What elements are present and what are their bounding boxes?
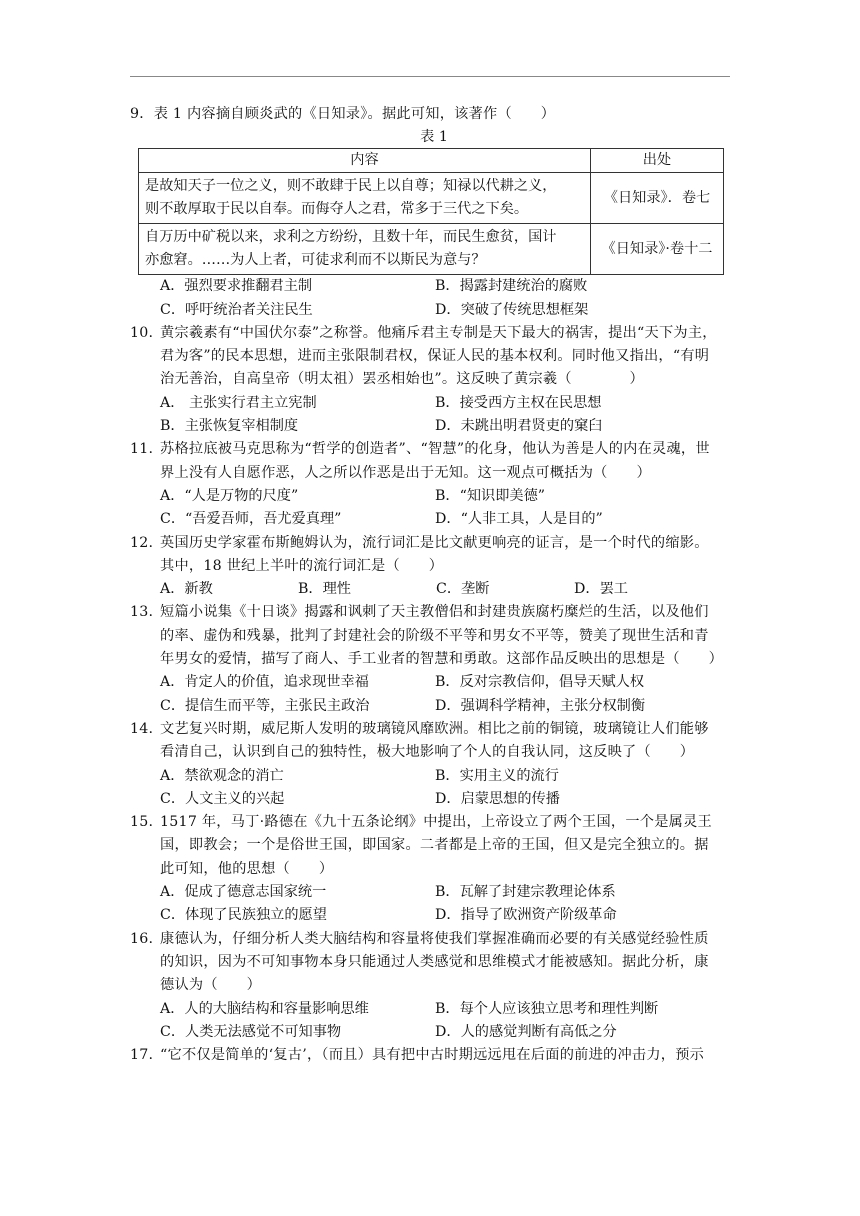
- question-text: 治无善治，自高皇帝（明太祖）罢丞相始也”。这反映了黄宗羲（ ）: [160, 371, 644, 388]
- table-cell-source: 《日知录》．卷七: [591, 173, 724, 224]
- option-d[interactable]: D．人的感觉判断有高低之分: [435, 1023, 617, 1040]
- option-a[interactable]: A．“人是万物的尺度”: [160, 487, 299, 504]
- option-b[interactable]: B．揭露封建统治的腐败: [435, 278, 588, 295]
- header-source: 出处: [591, 149, 724, 173]
- option-row: [130, 392, 738, 415]
- question-number: 11.: [130, 441, 154, 458]
- option-row: [130, 671, 738, 694]
- question-text: 年男女的爱情，描写了商人、手工业者的智慧和勇敢。这部作品反映出的思想是（ ）: [160, 651, 724, 668]
- question-text: 1517 年，马丁·路德在《九十五条论纲》中提出，上帝设立了两个王国，一个是属灵王: [160, 814, 712, 831]
- option-row: [130, 485, 738, 508]
- table-cell-content: [139, 173, 591, 224]
- question-text: 的知识，因为不可知事物本身只能通过人类感觉和思维模式才能被感知。据此分析，康: [160, 953, 709, 970]
- option-a[interactable]: A．肯定人的价值，追求现世幸福: [160, 674, 369, 691]
- option-c[interactable]: B．主张恢复宰相制度: [160, 418, 299, 435]
- question-text: 德认为（ ）: [160, 977, 262, 994]
- option-d[interactable]: D．突破了传统思想框架: [435, 301, 589, 318]
- option-b[interactable]: B．“知识即美德”: [435, 487, 546, 504]
- option-c[interactable]: C．“吾爱吾师，吾尤爱真理”: [160, 511, 342, 528]
- question-number: 17.: [130, 1047, 154, 1064]
- question-9: [130, 103, 738, 322]
- option-c[interactable]: C．呼吁统治者关注民生: [160, 301, 313, 318]
- question-text: 文艺复兴时期，威尼斯人发明的玻璃镜风靡欧洲。相比之前的铜镜，玻璃镜让人们能够: [160, 720, 709, 737]
- option-row: [130, 578, 738, 601]
- question-12: [130, 532, 738, 602]
- question-10: [130, 322, 738, 438]
- option-row: [130, 508, 738, 531]
- option-row: [130, 904, 738, 927]
- option-d[interactable]: D．启蒙思想的传播: [435, 790, 560, 807]
- question-text: 国，即教会；一个是俗世王国，即国家。二者都是上帝的王国，但又是完全独立的。据: [160, 837, 709, 854]
- option-d[interactable]: D．“人非工具，人是目的”: [435, 511, 603, 528]
- question-13: [130, 601, 738, 717]
- option-row: [130, 695, 738, 718]
- question-text: 康德认为，仔细分析人类大脑结构和容量将使我们掌握准确而必要的有关感觉经验性质: [160, 930, 709, 947]
- table-cell-content: [139, 224, 591, 275]
- question-text: 黄宗羲素有“中国伏尔泰”之称誉。他痛斥君主专制是天下最大的祸害，提出“天下为主，: [160, 324, 717, 341]
- option-row: [130, 1021, 738, 1044]
- question-14: [130, 718, 738, 811]
- option-a[interactable]: A．人的大脑结构和容量影响思维: [160, 1000, 369, 1017]
- question-text: 界上没有人自愿作恶，人之所以作恶是出于无知。这一观点可概括为（ ）: [160, 464, 651, 481]
- option-row: [130, 998, 738, 1021]
- option-row: [130, 881, 738, 904]
- exam-page: [130, 103, 738, 1067]
- option-a[interactable]: A．禁欲观念的消亡: [160, 767, 284, 784]
- cell-line: 亦愈窘。……为人上者，可徒求利而不以斯民为意与？: [145, 252, 486, 269]
- question-number: 14.: [130, 720, 154, 737]
- question-11: [130, 438, 738, 531]
- option-d[interactable]: D．罢工: [574, 581, 628, 598]
- option-c[interactable]: C．提信生而平等，主张民主政治: [160, 697, 370, 714]
- option-a[interactable]: A．强烈要求推翻君主制: [160, 278, 313, 295]
- option-row: [130, 788, 738, 811]
- question-text: 君为客”的民本思想，进而主张限制君权，保证人民的基本权利。同时他又指出，“有明: [160, 348, 710, 365]
- question-text: 英国历史学家霍布斯鲍姆认为，流行词汇是比文献更响亮的证言，是一个时代的缩影。: [160, 534, 709, 551]
- question-text: 此可知，他的思想（ ）: [160, 860, 334, 877]
- option-c[interactable]: C．体现了民族独立的愿望: [160, 907, 327, 924]
- option-a[interactable]: A． 主张实行君主立宪制: [160, 394, 317, 411]
- table-cell-source: 《日知录》·卷十二: [591, 224, 724, 275]
- question-stem: 9．表 1 内容摘自顾炎武的《日知录》。据此可知，该著作（ ）: [130, 106, 556, 122]
- table-row: [139, 224, 724, 275]
- option-row: [130, 415, 738, 438]
- question-number: 13.: [130, 604, 154, 621]
- option-c[interactable]: C．人文主义的兴起: [160, 790, 285, 807]
- cell-line: 是故知天子一位之义，则不敢肆于民上以自尊；知禄以代耕之义，: [145, 178, 557, 195]
- option-b[interactable]: B．实用主义的流行: [435, 767, 559, 784]
- cell-line: 自万历中矿税以来，求利之方纷纷，且数十年，而民生愈贫，国计: [145, 229, 557, 246]
- question-number: 16.: [130, 930, 154, 947]
- option-b[interactable]: B．接受西方主权在民思想: [435, 394, 602, 411]
- question-number: 10.: [130, 324, 154, 341]
- question-15: [130, 811, 738, 927]
- question-text: 看清自己，认识到自己的独特性，极大地影响了个人的自我认同，这反映了（ ）: [160, 744, 695, 761]
- option-c[interactable]: C．垄断: [436, 581, 490, 598]
- option-b[interactable]: B．反对宗教信仰，倡导天赋人权: [435, 674, 645, 691]
- cell-line: 则不敢厚取于民以自奉。而侮夺人之君，常多于三代之下矣。: [145, 201, 529, 218]
- option-b[interactable]: B．瓦解了封建宗教理论体系: [435, 884, 616, 901]
- question-number: 12.: [130, 534, 154, 551]
- option-c[interactable]: C．人类无法感觉不可知事物: [160, 1023, 342, 1040]
- source-table: [138, 148, 724, 275]
- question-text: 苏格拉底被马克思称为“哲学的创造者”、“智慧”的化身，他认为善是人的内在灵魂，世: [160, 441, 710, 458]
- question-text: “它不仅是简单的‘复古’，（而且）具有把中古时期远远甩在后面的前进的冲击力，预示: [160, 1047, 705, 1064]
- option-a[interactable]: A．新教: [160, 581, 213, 598]
- question-number: 15.: [130, 814, 154, 831]
- option-d[interactable]: D．指导了欧洲资产阶级革命: [435, 907, 617, 924]
- option-b[interactable]: B．理性: [298, 581, 351, 598]
- option-row: [130, 765, 738, 788]
- option-d[interactable]: D．强调科学精神，主张分权制衡: [435, 697, 646, 714]
- option-row: [130, 275, 738, 298]
- question-16: [130, 928, 738, 1044]
- question-text: 其中，18 世纪上半叶的流行词汇是（ ）: [160, 557, 444, 574]
- table-caption: 表 1: [420, 129, 448, 146]
- option-row: [130, 299, 738, 322]
- option-b[interactable]: B．每个人应该独立思考和理性判断: [435, 1000, 659, 1017]
- table-row: [139, 173, 724, 224]
- header-rule: [130, 76, 730, 77]
- option-d[interactable]: D．未跳出明君贤吏的窠臼: [435, 418, 603, 435]
- question-text: 的率、虚伪和残暴，批判了封建社会的阶级不平等和男女不平等，赞美了现世生活和青: [160, 627, 709, 644]
- header-content: 内容: [139, 149, 591, 173]
- question-17: [130, 1044, 738, 1067]
- question-text: 短篇小说集《十日谈》揭露和讽刺了天主教僧侣和封建贵族腐朽糜烂的生活，以及他们: [160, 604, 709, 621]
- table-header-row: [139, 149, 724, 173]
- option-a[interactable]: A．促成了德意志国家统一: [160, 884, 327, 901]
